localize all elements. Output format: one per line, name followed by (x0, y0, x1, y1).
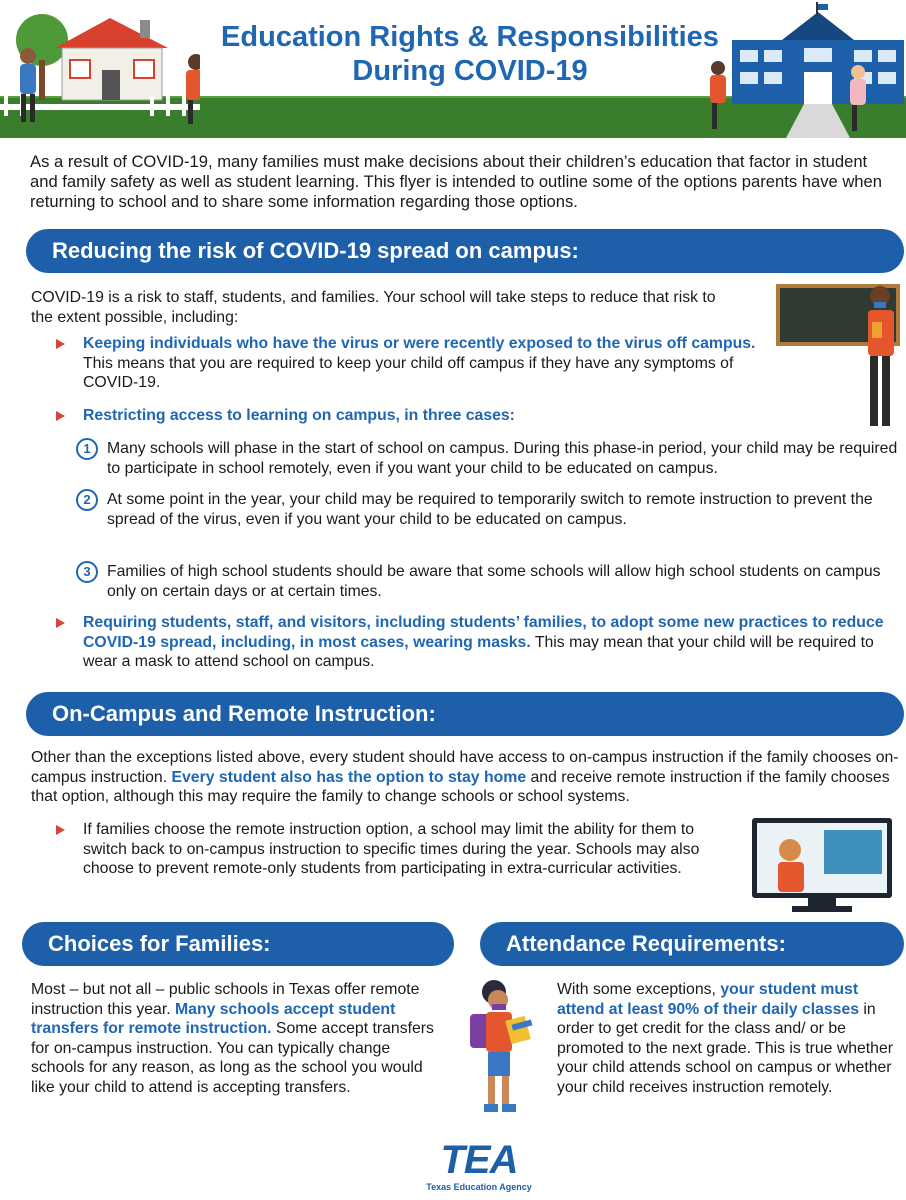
section1-bullet-3 (83, 613, 901, 672)
case-number-1: 1 (76, 438, 98, 460)
section4-text-bold: your student must attend at least 90% of their daily classes (557, 981, 860, 1018)
section3-text-part-1: Most – but not all – public schools in Texas offer remote instruction this year. (31, 981, 420, 1018)
remote-teacher-monitor-illustration (752, 818, 892, 914)
section1-bullet-2: Restricting access to learning on campus, in three cases: (83, 407, 515, 424)
case-number-2: 2 (76, 489, 98, 511)
bullet-marker (56, 339, 65, 349)
section-heading-choices: Choices for Families: (22, 922, 454, 966)
section1-lead: COVID-19 is a risk to staff, students, and families. Your school will take steps to reduce that risk to the extent possible, including: (31, 289, 716, 326)
section3-text-part-2: Some accept transfers for on-campus instruction. You can typically change schools for any reason, as long as the school you would like your child to attend is accepting transfers. (31, 1020, 434, 1096)
section3-text-bold: Many schools accept student transfers for remote instruction. (31, 1000, 396, 1037)
title-line-1: Education Rights & Responsibilities (221, 21, 719, 53)
tea-agency-name: Texas Education Agency (426, 1182, 532, 1192)
case-1-text: Many schools will phase in the start of school on campus. During this phase-in period, your child may be required to participate in school remotely, even if you want your child to be educated on campus. (107, 440, 898, 477)
section2-lead-part-2: and receive remote instruction if the family chooses that option, although this may require the family to change schools or school systems. (31, 768, 890, 805)
case-3-text: Families of high school students should be aware that some schools will allow high school students on campus only on certain days or at certain times. (107, 563, 881, 600)
page-title (190, 20, 750, 88)
case-2-text: At some point in the year, your child may be required to temporarily switch to remote instruction to prevent the spread of the virus, even if you want your child to be educated on campus. (107, 491, 873, 528)
student-with-books-illustration (464, 978, 548, 1116)
title-line-2: During COVID-19 (352, 55, 588, 87)
teacher-chalkboard-illustration (776, 282, 904, 432)
section-heading-attendance: Attendance Requirements: (480, 922, 904, 966)
bullet-marker (56, 618, 65, 628)
section2-bullet: If families choose the remote instruction option, a school may limit the ability for them to switch back to on-campus instruction to specific times during the year. Schools may also choose to prevent remote-only students from participating in extra-curricular activities. (83, 821, 700, 877)
section1-bullet-1 (83, 334, 763, 393)
bullet-3-text: This may mean that your child will be required to wear a mask to attend school on campus. (83, 633, 874, 670)
section3-text (31, 980, 439, 1097)
case-number-3: 3 (76, 561, 98, 583)
section4-text-part-2: in order to get credit for the class and/ or be promoted to the next grade. This is true whether your child attends school on campus or whether your child receives instruction remotely. (557, 1000, 894, 1096)
section2-lead (31, 748, 901, 807)
bullet-1-bold: Keeping individuals who have the virus or were recently exposed to the virus off campus. (83, 335, 756, 352)
bullet-3-bold: Requiring students, staff, and visitors, including students’ families, to adopt some new practices to reduce COVID-19 spread, including, in most cases, wearing masks. (83, 614, 884, 651)
house-illustration (0, 0, 200, 138)
tea-logo: TEA (440, 1138, 518, 1182)
section-heading-on-campus-remote: On-Campus and Remote Instruction: (26, 692, 904, 736)
intro-paragraph: As a result of COVID-19, many families must make decisions about their children’s education that factor in student and family safety as well as student learning. This flyer is intended to outline some of the options parents have when returning to school and to share some information regarding those options. (30, 152, 882, 211)
bullet-1-text: This means that you are required to keep your child off campus if they have any symptoms of COVID-19. (83, 354, 734, 391)
bullet-marker (56, 411, 65, 421)
section2-lead-bold: Every student also has the option to stay home (171, 768, 527, 786)
section4-text-part-1: With some exceptions, (557, 981, 721, 998)
header-banner (0, 0, 906, 138)
bullet-marker (56, 825, 65, 835)
section4-text (557, 980, 902, 1097)
section2-lead-part-1: Other than the exceptions listed above, every student should have access to on-campus instruction if the family chooses on-campus instruction. (31, 749, 899, 786)
section-heading-reducing-risk: Reducing the risk of COVID-19 spread on campus: (26, 229, 904, 273)
